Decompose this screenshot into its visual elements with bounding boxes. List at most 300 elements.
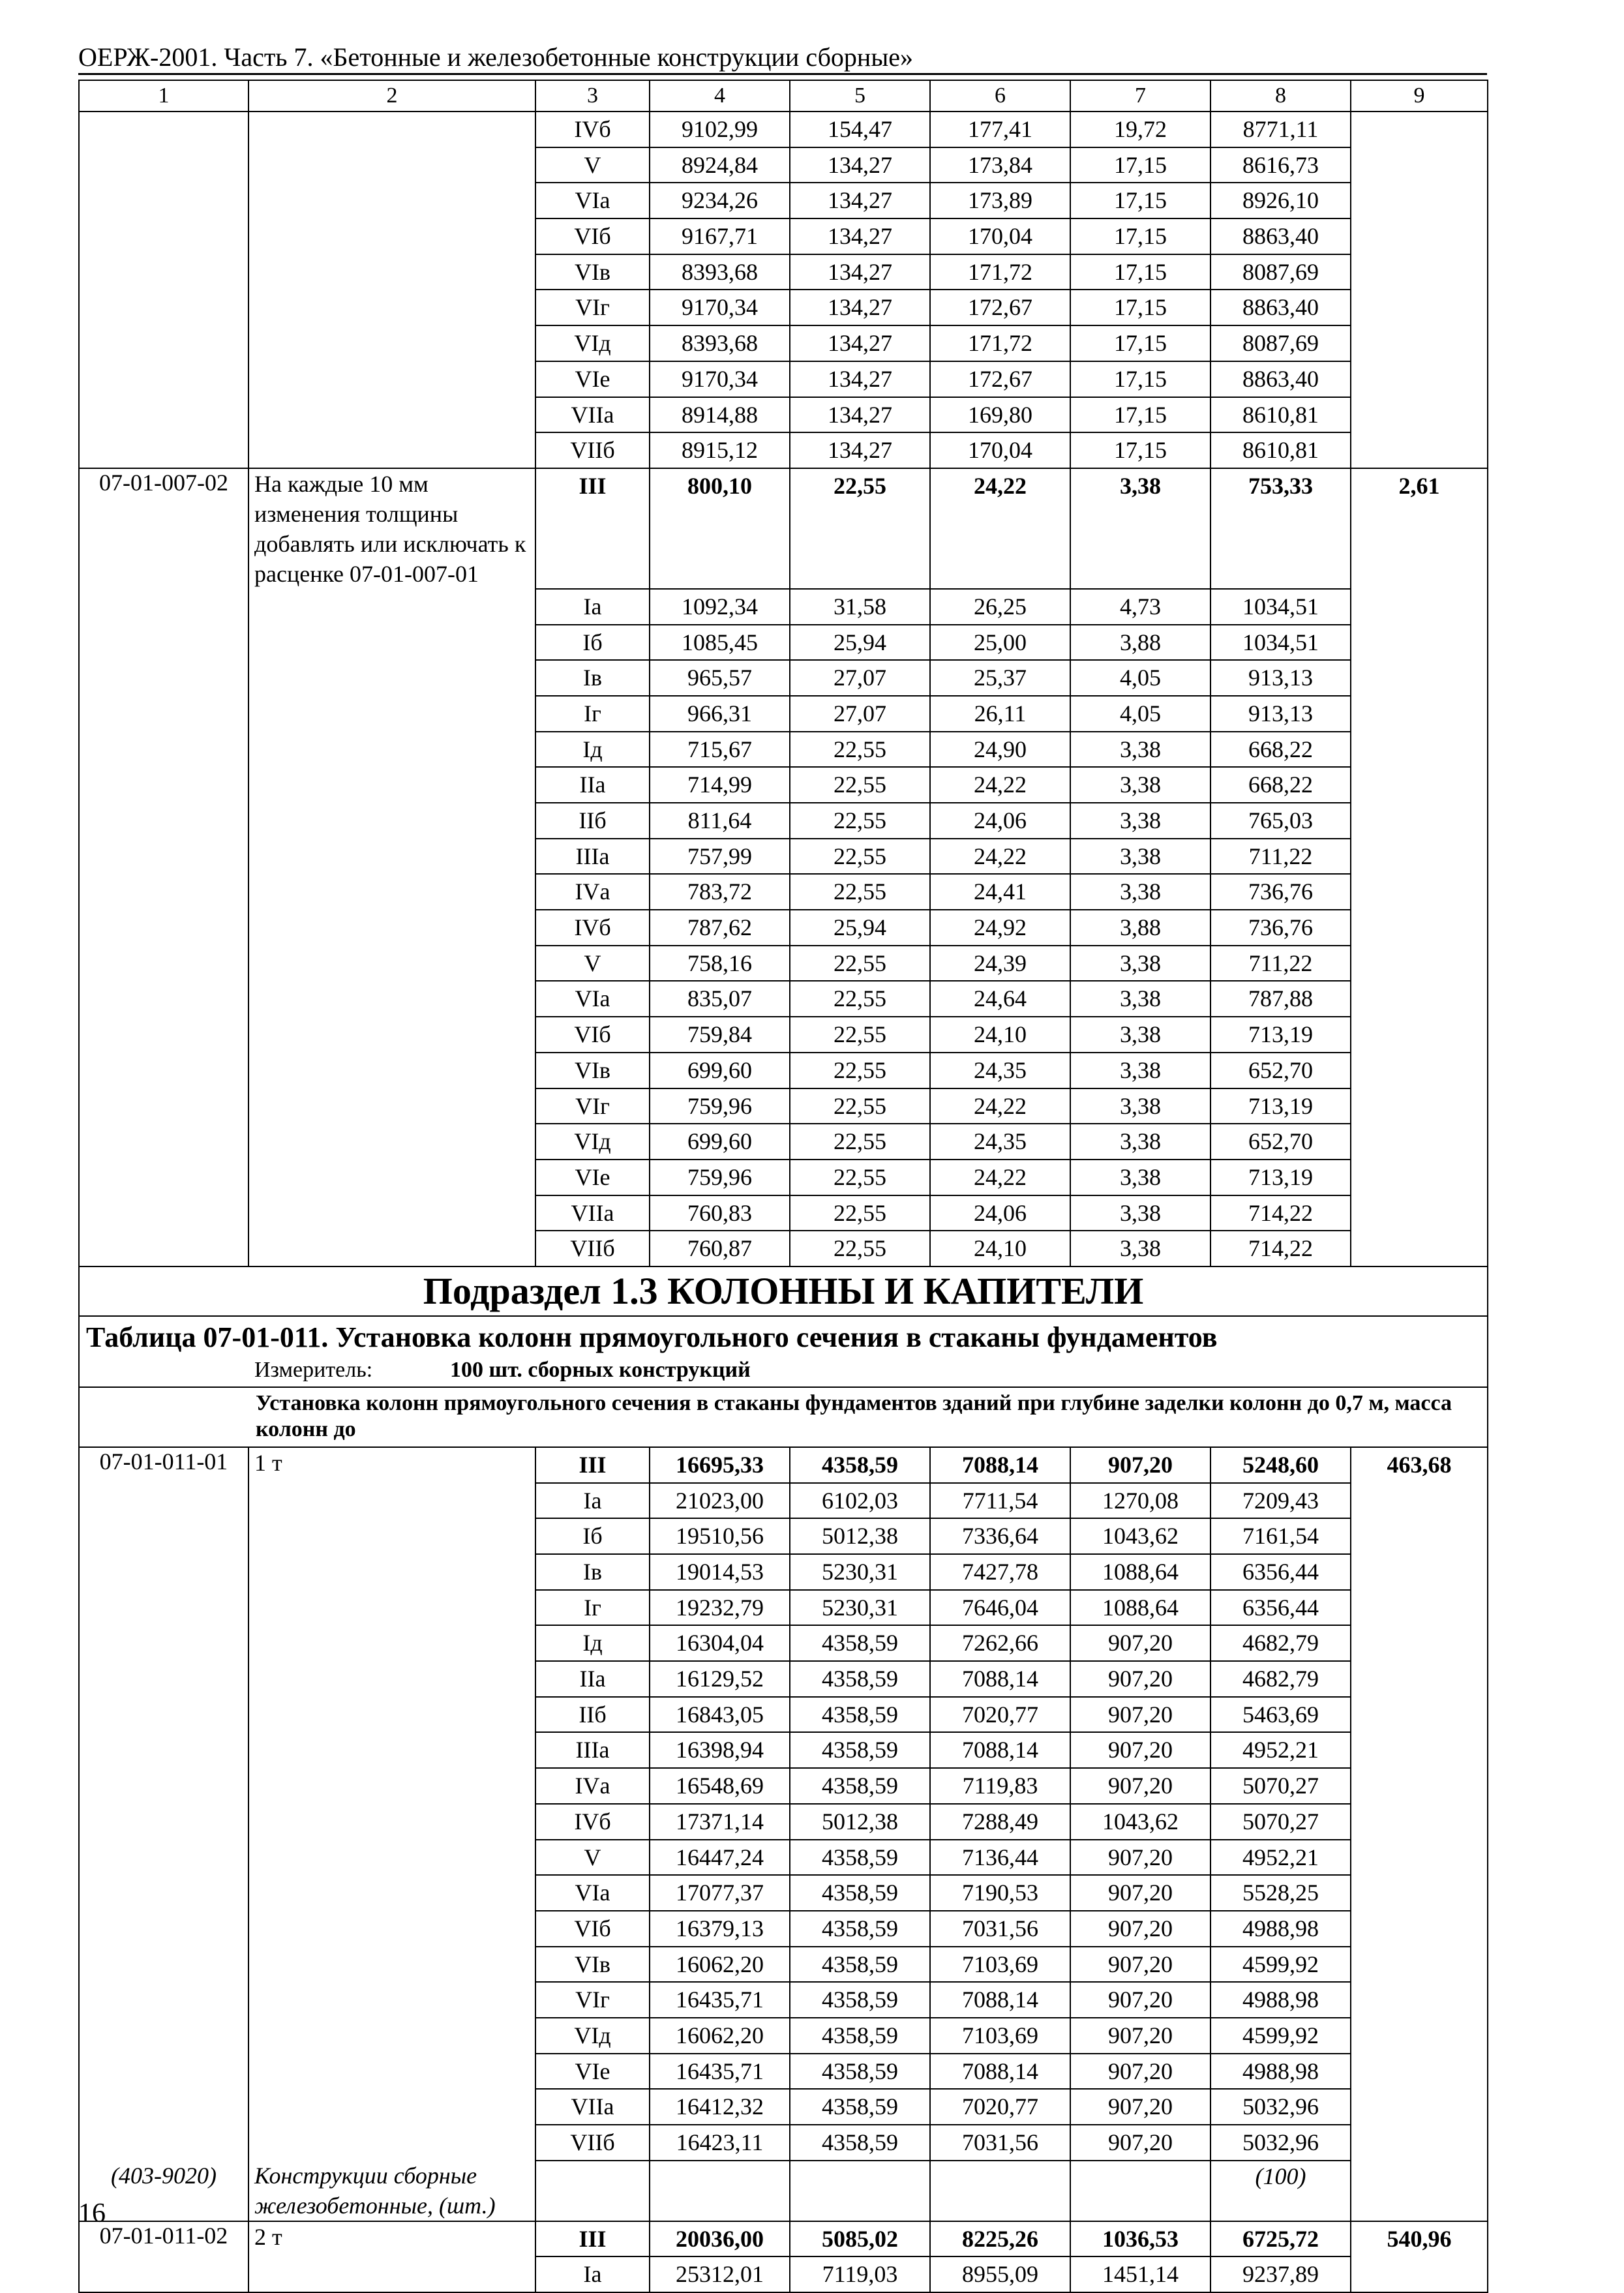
zone-cell: VIе — [535, 2054, 650, 2090]
labor-cost — [1351, 1124, 1488, 1160]
value-cell: 714,22 — [1210, 1195, 1351, 1231]
zone-cell: VIг — [535, 1982, 650, 2018]
value-cell: 22,55 — [790, 839, 930, 875]
rate-name — [248, 589, 535, 625]
value-cell: 1085,45 — [650, 625, 790, 661]
value-cell: 24,35 — [930, 1124, 1070, 1160]
rate-name — [248, 290, 535, 325]
value-cell: 17,15 — [1070, 147, 1210, 183]
value-cell: 736,76 — [1210, 910, 1351, 946]
value-cell: 7088,14 — [930, 2054, 1070, 2090]
rate-name — [248, 1053, 535, 1088]
value-cell: 668,22 — [1210, 732, 1351, 768]
rate-name: На каждые 10 мм изменения толщины добавлять или исключать к расценке 07-01-007-01 — [248, 468, 535, 589]
table-row — [79, 1875, 1488, 1911]
zone-cell: VIIб — [535, 432, 650, 468]
rate-name — [248, 1840, 535, 1876]
value-cell: 7119,03 — [790, 2256, 930, 2292]
table-row — [79, 874, 1488, 910]
column-number: 6 — [930, 80, 1070, 112]
rate-code — [79, 839, 248, 875]
table-row — [79, 1840, 1488, 1876]
value-cell: 4682,79 — [1210, 1625, 1351, 1661]
zone-cell: VIб — [535, 1911, 650, 1947]
table-row — [79, 1768, 1488, 1804]
value-cell: 5248,60 — [1210, 1447, 1351, 1483]
rate-name — [248, 1768, 535, 1804]
value-cell: 8863,40 — [1210, 218, 1351, 254]
value-cell: 7288,49 — [930, 1804, 1070, 1840]
measure-label: Измеритель: — [254, 1357, 373, 1382]
value-cell: 9234,26 — [650, 183, 790, 218]
zone-cell: VIе — [535, 361, 650, 397]
value-cell: 4,05 — [1070, 660, 1210, 696]
value-cell: 26,11 — [930, 696, 1070, 732]
table-row — [79, 2089, 1488, 2125]
value-cell: 7262,66 — [930, 1625, 1070, 1661]
table-row — [79, 981, 1488, 1017]
value-cell: 7020,77 — [930, 2089, 1070, 2125]
zone-cell: Iг — [535, 696, 650, 732]
value-cell: 16447,24 — [650, 1840, 790, 1876]
table-row — [79, 696, 1488, 732]
value-cell: 913,13 — [1210, 696, 1351, 732]
value-cell: 3,38 — [1070, 1088, 1210, 1124]
value-cell: 16398,94 — [650, 1732, 790, 1768]
value-cell: 22,55 — [790, 468, 930, 589]
value-cell: 17077,37 — [650, 1875, 790, 1911]
rate-code — [79, 2054, 248, 2090]
value-cell: 134,27 — [790, 183, 930, 218]
zone-cell: IVа — [535, 874, 650, 910]
value-cell: 713,19 — [1210, 1088, 1351, 1124]
labor-cost — [1351, 2256, 1488, 2292]
value-cell: 7088,14 — [930, 1661, 1070, 1697]
labor-cost — [1351, 1483, 1488, 1519]
labor-cost — [1351, 1160, 1488, 1195]
value-cell: 3,38 — [1070, 946, 1210, 982]
value-cell: 4599,92 — [1210, 1947, 1351, 1983]
value-cell: 25,37 — [930, 660, 1070, 696]
value-cell: 8863,40 — [1210, 290, 1351, 325]
value-cell: 759,96 — [650, 1088, 790, 1124]
labor-cost — [1351, 2125, 1488, 2161]
value-cell: 19232,79 — [650, 1590, 790, 1626]
value-cell: 8087,69 — [1210, 254, 1351, 290]
column-numbers-row — [79, 80, 1488, 112]
table-row — [79, 2125, 1488, 2161]
value-cell: 3,38 — [1070, 1017, 1210, 1053]
value-cell: 19510,56 — [650, 1518, 790, 1554]
zone-cell: VIа — [535, 1875, 650, 1911]
value-cell: 907,20 — [1070, 1840, 1210, 1876]
column-number: 7 — [1070, 80, 1210, 112]
value-cell: 22,55 — [790, 981, 930, 1017]
labor-cost — [1351, 361, 1488, 397]
zone-cell: VIб — [535, 1017, 650, 1053]
table-row — [79, 112, 1488, 147]
value-cell: 4358,59 — [790, 2054, 930, 2090]
rate-code — [79, 1124, 248, 1160]
value-cell: 907,20 — [1070, 2054, 1210, 2090]
value-cell: 9237,89 — [1210, 2256, 1351, 2292]
table-row — [79, 767, 1488, 803]
labor-cost — [1351, 218, 1488, 254]
rate-code — [79, 660, 248, 696]
rate-name — [248, 1697, 535, 1733]
value-cell: 913,13 — [1210, 660, 1351, 696]
value-cell: 4988,98 — [1210, 1982, 1351, 2018]
value-cell: 16843,05 — [650, 1697, 790, 1733]
value-cell: 16423,11 — [650, 2125, 790, 2161]
rate-code — [79, 397, 248, 433]
zone-cell: Iв — [535, 660, 650, 696]
value-cell: 715,67 — [650, 732, 790, 768]
value-cell: 17,15 — [1070, 325, 1210, 361]
rate-code — [79, 1804, 248, 1840]
rate-code — [79, 767, 248, 803]
value-cell: 800,10 — [650, 468, 790, 589]
labor-cost — [1351, 696, 1488, 732]
value-cell: 177,41 — [930, 112, 1070, 147]
value-cell: 4358,59 — [790, 1875, 930, 1911]
rate-name — [248, 1661, 535, 1697]
value-cell: 4599,92 — [1210, 2018, 1351, 2054]
measure-cell — [79, 1358, 1488, 1387]
value-cell: 134,27 — [790, 361, 930, 397]
value-cell: 4358,59 — [790, 1768, 930, 1804]
rate-name — [248, 2054, 535, 2090]
table-row — [79, 2054, 1488, 2090]
value-cell: 7190,53 — [930, 1875, 1070, 1911]
zone-cell: VIе — [535, 1160, 650, 1195]
rate-name — [248, 625, 535, 661]
subsection-row — [79, 1266, 1488, 1316]
labor-cost — [1351, 839, 1488, 875]
value-cell: 24,22 — [930, 839, 1070, 875]
rate-name — [248, 218, 535, 254]
column-number: 4 — [650, 80, 790, 112]
value-cell: 1092,34 — [650, 589, 790, 625]
value-cell: 1034,51 — [1210, 589, 1351, 625]
zone-cell: IIб — [535, 1697, 650, 1733]
table-row — [79, 1447, 1488, 1483]
labor-cost — [1351, 1768, 1488, 1804]
rate-code — [79, 1195, 248, 1231]
value-cell: 16548,69 — [650, 1768, 790, 1804]
rate-name — [248, 1590, 535, 1626]
rate-name — [248, 2256, 535, 2292]
labor-cost — [1351, 290, 1488, 325]
rate-name — [248, 767, 535, 803]
value-cell: 8610,81 — [1210, 432, 1351, 468]
rate-name — [248, 839, 535, 875]
value-cell: 16304,04 — [650, 1625, 790, 1661]
value-cell: 22,55 — [790, 1231, 930, 1266]
table-row — [79, 1017, 1488, 1053]
labor-cost — [1351, 1732, 1488, 1768]
value-cell: 24,22 — [930, 468, 1070, 589]
rate-code — [79, 147, 248, 183]
table-row — [79, 1625, 1488, 1661]
value-cell: 24,41 — [930, 874, 1070, 910]
value-cell: 27,07 — [790, 696, 930, 732]
value-cell: 22,55 — [790, 767, 930, 803]
rate-name — [248, 1017, 535, 1053]
empty-cell — [930, 2161, 1070, 2221]
labor-cost — [1351, 1661, 1488, 1697]
value-cell: 3,38 — [1070, 1231, 1210, 1266]
value-cell: 5230,31 — [790, 1554, 930, 1590]
value-cell: 753,33 — [1210, 468, 1351, 589]
value-cell: 4358,59 — [790, 2018, 930, 2054]
value-cell: 1034,51 — [1210, 625, 1351, 661]
rates-table — [78, 80, 1488, 2293]
table-row — [79, 1697, 1488, 1733]
value-cell: 3,38 — [1070, 1160, 1210, 1195]
rate-code — [79, 1231, 248, 1266]
value-cell: 5032,96 — [1210, 2089, 1351, 2125]
labor-cost — [1351, 2054, 1488, 2090]
labor-cost — [1351, 1554, 1488, 1590]
value-cell: 757,99 — [650, 839, 790, 875]
value-cell: 758,16 — [650, 946, 790, 982]
value-cell: 6725,72 — [1210, 2221, 1351, 2257]
value-cell: 3,38 — [1070, 1195, 1210, 1231]
value-cell: 5070,27 — [1210, 1804, 1351, 1840]
value-cell: 24,06 — [930, 803, 1070, 839]
zone-cell: IIб — [535, 803, 650, 839]
value-cell: 24,22 — [930, 767, 1070, 803]
value-cell: 4988,98 — [1210, 2054, 1351, 2090]
value-cell: 171,72 — [930, 254, 1070, 290]
rate-name — [248, 660, 535, 696]
rate-code — [79, 1017, 248, 1053]
value-cell: 714,99 — [650, 767, 790, 803]
rate-name — [248, 2125, 535, 2161]
value-cell: 24,22 — [930, 1160, 1070, 1195]
zone-cell: Iа — [535, 589, 650, 625]
table-row — [79, 1160, 1488, 1195]
value-cell: 3,88 — [1070, 625, 1210, 661]
table-row — [79, 910, 1488, 946]
rate-name — [248, 1231, 535, 1266]
zone-cell: Iа — [535, 2256, 650, 2292]
value-cell: 16435,71 — [650, 1982, 790, 2018]
table-row — [79, 1088, 1488, 1124]
value-cell: 3,38 — [1070, 767, 1210, 803]
rate-code — [79, 1982, 248, 2018]
rate-name — [248, 696, 535, 732]
rate-name — [248, 874, 535, 910]
value-cell: 134,27 — [790, 432, 930, 468]
labor-cost — [1351, 1195, 1488, 1231]
value-cell: 7088,14 — [930, 1732, 1070, 1768]
zone-cell: IIIа — [535, 1732, 650, 1768]
value-cell: 907,20 — [1070, 1982, 1210, 2018]
labor-cost — [1351, 1088, 1488, 1124]
rate-code — [79, 981, 248, 1017]
zone-cell: IIа — [535, 1661, 650, 1697]
zone-cell: VIд — [535, 2018, 650, 2054]
rate-code — [79, 1053, 248, 1088]
rate-code — [79, 2089, 248, 2125]
labor-cost — [1351, 946, 1488, 982]
value-cell: 4358,59 — [790, 1947, 930, 1983]
value-cell: 24,90 — [930, 732, 1070, 768]
value-cell: 759,96 — [650, 1160, 790, 1195]
value-cell: 907,20 — [1070, 1447, 1210, 1483]
rate-code — [79, 112, 248, 147]
value-cell: 8955,09 — [930, 2256, 1070, 2292]
value-cell: 31,58 — [790, 589, 930, 625]
description-cell — [79, 1387, 1488, 1447]
value-cell: 170,04 — [930, 432, 1070, 468]
value-cell: 652,70 — [1210, 1124, 1351, 1160]
zone-cell: VIб — [535, 218, 650, 254]
value-cell: 22,55 — [790, 1124, 930, 1160]
labor-cost — [1351, 1590, 1488, 1626]
value-cell: 16435,71 — [650, 2054, 790, 2090]
rate-name — [248, 910, 535, 946]
labor-cost — [1351, 1911, 1488, 1947]
value-cell: 760,83 — [650, 1195, 790, 1231]
value-cell: 170,04 — [930, 218, 1070, 254]
value-cell: 16062,20 — [650, 1947, 790, 1983]
rate-name — [248, 946, 535, 982]
table-row — [79, 1947, 1488, 1983]
value-cell: 22,55 — [790, 803, 930, 839]
rate-name — [248, 1195, 535, 1231]
column-number: 3 — [535, 80, 650, 112]
table-row — [79, 1661, 1488, 1697]
rate-code — [79, 1160, 248, 1195]
value-cell: 25312,01 — [650, 2256, 790, 2292]
table-row — [79, 1483, 1488, 1519]
table-row — [79, 1982, 1488, 2018]
rate-name — [248, 1732, 535, 1768]
table-row — [79, 1124, 1488, 1160]
subsection-title: Подраздел 1.3 КОЛОННЫ И КАПИТЕЛИ — [79, 1266, 1488, 1316]
value-cell: 134,27 — [790, 218, 930, 254]
rate-name: 2 т — [248, 2221, 535, 2257]
rate-code — [79, 1947, 248, 1983]
value-cell: 5032,96 — [1210, 2125, 1351, 2161]
value-cell: 169,80 — [930, 397, 1070, 433]
value-cell: 907,20 — [1070, 1947, 1210, 1983]
zone-cell: V — [535, 147, 650, 183]
value-cell: 5070,27 — [1210, 1768, 1351, 1804]
value-cell: 4358,59 — [790, 1697, 930, 1733]
labor-cost — [1351, 2089, 1488, 2125]
table-row — [79, 397, 1488, 433]
labor-cost — [1351, 910, 1488, 946]
rate-name — [248, 2018, 535, 2054]
value-cell: 22,55 — [790, 946, 930, 982]
table-row — [79, 2221, 1488, 2257]
value-cell: 9167,71 — [650, 218, 790, 254]
table-row — [79, 1195, 1488, 1231]
labor-cost — [1351, 183, 1488, 218]
labor-cost — [1351, 1804, 1488, 1840]
value-cell: 17,15 — [1070, 254, 1210, 290]
value-cell: 7031,56 — [930, 2125, 1070, 2161]
table-row — [79, 183, 1488, 218]
value-cell: 699,60 — [650, 1053, 790, 1088]
value-cell: 17,15 — [1070, 183, 1210, 218]
table-row — [79, 432, 1488, 468]
table-row — [79, 254, 1488, 290]
labor-cost — [1351, 1697, 1488, 1733]
rate-code — [79, 1911, 248, 1947]
value-cell: 7209,43 — [1210, 1483, 1351, 1519]
value-cell: 811,64 — [650, 803, 790, 839]
rate-code — [79, 625, 248, 661]
zone-cell: V — [535, 946, 650, 982]
table-row — [79, 1053, 1488, 1088]
labor-cost — [1351, 660, 1488, 696]
value-cell: 7427,78 — [930, 1554, 1070, 1590]
value-cell: 1088,64 — [1070, 1590, 1210, 1626]
rate-code — [79, 1625, 248, 1661]
zone-cell: VIа — [535, 183, 650, 218]
value-cell: 17,15 — [1070, 432, 1210, 468]
value-cell: 16412,32 — [650, 2089, 790, 2125]
table-row — [79, 2018, 1488, 2054]
rate-code — [79, 946, 248, 982]
value-cell: 1043,62 — [1070, 1804, 1210, 1840]
table-row — [79, 946, 1488, 982]
value-cell: 966,31 — [650, 696, 790, 732]
description-row — [79, 1387, 1488, 1447]
value-cell: 8771,11 — [1210, 112, 1351, 147]
material-footnote-row — [79, 2161, 1488, 2221]
labor-cost — [1351, 1053, 1488, 1088]
table-row — [79, 147, 1488, 183]
rate-name — [248, 112, 535, 147]
value-cell: 8393,68 — [650, 325, 790, 361]
value-cell: 907,20 — [1070, 1911, 1210, 1947]
value-cell: 8225,26 — [930, 2221, 1070, 2257]
value-cell: 4358,59 — [790, 2125, 930, 2161]
rate-code — [79, 696, 248, 732]
value-cell: 16695,33 — [650, 1447, 790, 1483]
column-number: 9 — [1351, 80, 1488, 112]
table-title-row — [79, 1316, 1488, 1358]
table-row — [79, 1590, 1488, 1626]
zone-cell: IVб — [535, 1804, 650, 1840]
table-row — [79, 290, 1488, 325]
value-cell: 5085,02 — [790, 2221, 930, 2257]
rate-name — [248, 1982, 535, 2018]
column-number: 5 — [790, 80, 930, 112]
value-cell: 835,07 — [650, 981, 790, 1017]
table-row — [79, 589, 1488, 625]
value-cell: 3,38 — [1070, 803, 1210, 839]
rate-name — [248, 361, 535, 397]
page-number: 16 — [78, 2198, 106, 2228]
rate-code — [79, 1697, 248, 1733]
value-cell: 17,15 — [1070, 290, 1210, 325]
labor-cost — [1351, 981, 1488, 1017]
value-cell: 7031,56 — [930, 1911, 1070, 1947]
value-cell: 5012,38 — [790, 1518, 930, 1554]
page-header: ОЕРЖ-2001. Часть 7. «Бетонные и железобетонные конструкции сборные» — [78, 42, 913, 72]
zone-cell: VIIа — [535, 2089, 650, 2125]
value-cell: 25,00 — [930, 625, 1070, 661]
labor-cost: 2,61 — [1351, 468, 1488, 589]
rate-name — [248, 432, 535, 468]
